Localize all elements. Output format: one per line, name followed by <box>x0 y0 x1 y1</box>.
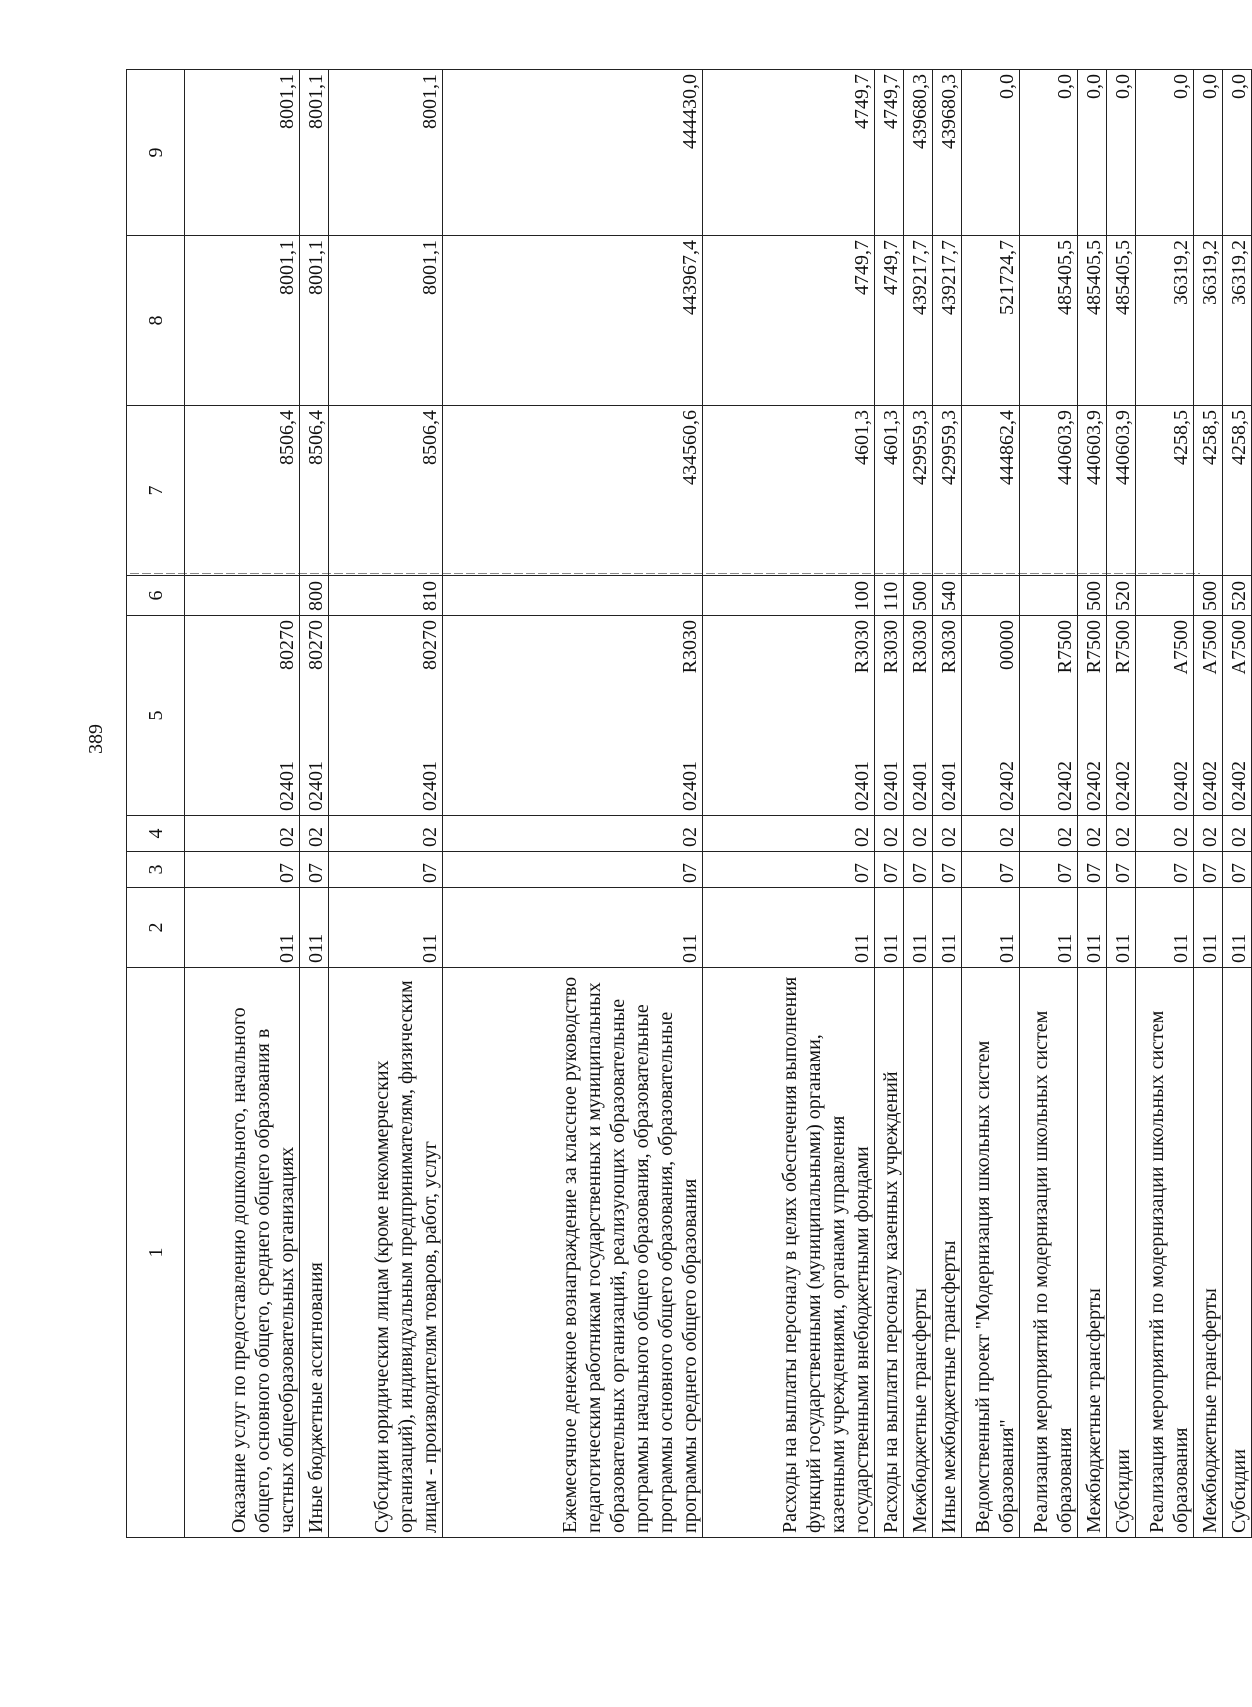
amount-year-3-cell: 4749,7 <box>874 70 903 236</box>
program-code: 02402 <box>1053 761 1076 811</box>
expense-type-cell: 810 <box>329 576 443 616</box>
direction-code: 80270 <box>305 620 327 670</box>
chapter-code-cell: 011 <box>903 888 932 968</box>
amount-year-2-cell: 439217,7 <box>932 236 961 406</box>
amount-year-1-cell: 4258,5 <box>1222 406 1251 576</box>
program-code: 02401 <box>850 761 873 811</box>
amount-year-1-cell: 8506,4 <box>299 406 328 576</box>
table-row <box>874 70 903 1538</box>
section-code-cell: 07 <box>329 852 443 888</box>
amount-year-3-cell: 8001,1 <box>299 70 328 236</box>
expense-type-cell: 500 <box>1077 576 1106 616</box>
header-cell: 7 <box>127 406 185 576</box>
target-article-cell <box>329 616 443 816</box>
direction-code: 00000 <box>995 620 1018 670</box>
expense-type-cell <box>961 576 1019 616</box>
target-article-code <box>678 620 702 811</box>
amount-year-2-cell: 8001,1 <box>329 236 443 406</box>
target-article-cell <box>874 616 903 816</box>
header-cell: 3 <box>127 852 185 888</box>
chapter-code-cell: 011 <box>702 888 874 968</box>
target-article-cell <box>1019 616 1077 816</box>
direction-code: 80270 <box>275 620 298 670</box>
direction-code: R3030 <box>879 620 902 674</box>
target-article-code <box>275 620 299 811</box>
amount-year-1-cell: 4258,5 <box>1193 406 1222 576</box>
section-code-cell: 07 <box>1135 852 1193 888</box>
amount-year-3-cell: 0,0 <box>1077 70 1106 236</box>
target-article-code <box>418 620 442 811</box>
target-article-cell <box>1222 616 1251 816</box>
section-code-cell: 07 <box>932 852 961 888</box>
header-cell: 4 <box>127 816 185 852</box>
target-article-cell <box>903 616 932 816</box>
row-name-cell: Иные межбюджетные трансферты <box>932 968 961 1538</box>
direction-code: R3030 <box>678 620 701 674</box>
expense-type-cell <box>1019 576 1077 616</box>
amount-year-3-cell: 8001,1 <box>185 70 300 236</box>
table-row <box>299 70 328 1538</box>
program-code: 02401 <box>275 761 298 811</box>
table-row <box>1106 70 1135 1538</box>
subsection-code-cell: 02 <box>874 816 903 852</box>
chapter-code-cell: 011 <box>1106 888 1135 968</box>
row-name-cell: Ежемесячное денежное вознаграждение за классное руководство педагогическим работникам государственных и муниципальных образовательных организаций, реализующих образовательные программы начального общего образования, образовательные программы основного общего образования, образовательные программы среднего общего образования <box>442 968 702 1538</box>
amount-year-1-cell: 4601,3 <box>874 406 903 576</box>
program-code: 02402 <box>1082 761 1105 811</box>
target-article-code <box>908 620 932 811</box>
header-row <box>127 70 185 1538</box>
target-article-cell <box>185 616 300 816</box>
subsection-code-cell: 02 <box>1222 816 1251 852</box>
subsection-code-cell: 02 <box>1106 816 1135 852</box>
target-article-cell <box>1135 616 1193 816</box>
amount-year-1-cell: 429959,3 <box>932 406 961 576</box>
header-cell: 1 <box>127 968 185 1538</box>
section-code-cell: 07 <box>442 852 702 888</box>
amount-year-3-cell: 0,0 <box>1019 70 1077 236</box>
subsection-code-cell: 02 <box>932 816 961 852</box>
row-name-cell: Оказание услуг по предоставлению дошкольного, начального общего, основного общего, среднего общего образования в частных общеобразовательных организациях <box>185 968 300 1538</box>
chapter-code-cell: 011 <box>1077 888 1106 968</box>
amount-year-2-cell: 4749,7 <box>702 236 874 406</box>
amount-year-2-cell: 521724,7 <box>961 236 1019 406</box>
section-code-cell: 07 <box>1077 852 1106 888</box>
section-code-cell: 07 <box>1019 852 1077 888</box>
table-row <box>961 70 1019 1538</box>
program-code: 02402 <box>1111 761 1134 811</box>
program-code: 02401 <box>305 761 327 811</box>
section-code-cell: 07 <box>185 852 300 888</box>
subsection-code-cell: 02 <box>702 816 874 852</box>
table-row <box>702 70 874 1538</box>
direction-code: R3030 <box>908 620 931 674</box>
program-code: 02401 <box>937 761 960 811</box>
table-row <box>932 70 961 1538</box>
subsection-code-cell: 02 <box>299 816 328 852</box>
program-code: 02402 <box>1228 761 1250 811</box>
target-article-cell <box>932 616 961 816</box>
chapter-code-cell: 011 <box>299 888 328 968</box>
chapter-code-cell: 011 <box>874 888 903 968</box>
amount-year-3-cell: 444430,0 <box>442 70 702 236</box>
expense-type-cell: 540 <box>932 576 961 616</box>
target-article-code <box>850 620 874 811</box>
target-article-code <box>1169 620 1193 811</box>
table-row <box>329 70 443 1538</box>
amount-year-3-cell: 0,0 <box>961 70 1019 236</box>
row-name-cell: Реализация мероприятий по модернизации школьных систем образования <box>1019 968 1077 1538</box>
program-code: 02402 <box>1169 761 1192 811</box>
page-number: 389 <box>85 724 107 754</box>
direction-code: A7500 <box>1228 620 1250 675</box>
amount-year-1-cell: 434560,6 <box>442 406 702 576</box>
subsection-code-cell: 02 <box>1077 816 1106 852</box>
amount-year-2-cell: 36319,2 <box>1193 236 1222 406</box>
amount-year-2-cell: 443967,4 <box>442 236 702 406</box>
amount-year-1-cell: 440603,9 <box>1077 406 1106 576</box>
chapter-code-cell: 011 <box>1019 888 1077 968</box>
amount-year-3-cell: 0,0 <box>1193 70 1222 236</box>
subsection-code-cell: 02 <box>329 816 443 852</box>
amount-year-3-cell: 0,0 <box>1135 70 1193 236</box>
target-article-code <box>995 620 1019 811</box>
chapter-code-cell: 011 <box>1222 888 1251 968</box>
amount-year-2-cell: 485405,5 <box>1106 236 1135 406</box>
section-code-cell: 07 <box>702 852 874 888</box>
row-name-cell: Ведомственный проект "Модернизация школьных систем образования" <box>961 968 1019 1538</box>
section-code-cell: 07 <box>299 852 328 888</box>
chapter-code-cell: 011 <box>329 888 443 968</box>
expense-type-cell: 500 <box>903 576 932 616</box>
amount-year-1-cell: 8506,4 <box>329 406 443 576</box>
section-code-cell: 07 <box>903 852 932 888</box>
table-row <box>185 70 300 1538</box>
row-name-cell: Межбюджетные трансферты <box>903 968 932 1538</box>
direction-code: R3030 <box>850 620 873 674</box>
target-article-code <box>1111 620 1135 811</box>
subsection-code-cell: 02 <box>903 816 932 852</box>
section-code-cell: 07 <box>874 852 903 888</box>
row-name-cell: Иные бюджетные ассигнования <box>299 968 328 1538</box>
expense-type-cell: 800 <box>299 576 328 616</box>
subsection-code-cell: 02 <box>1019 816 1077 852</box>
amount-year-1-cell: 4601,3 <box>702 406 874 576</box>
chapter-code-cell: 011 <box>185 888 300 968</box>
program-code: 02401 <box>908 761 931 811</box>
table-row <box>1193 70 1222 1538</box>
amount-year-2-cell: 485405,5 <box>1019 236 1077 406</box>
amount-year-2-cell: 485405,5 <box>1077 236 1106 406</box>
row-name-cell: Реализация мероприятий по модернизации школьных систем образования <box>1135 968 1193 1538</box>
section-code-cell: 07 <box>1222 852 1251 888</box>
chapter-code-cell: 011 <box>1135 888 1193 968</box>
rotated-table-wrapper <box>126 70 1252 1538</box>
table-row <box>1019 70 1077 1538</box>
table-row <box>903 70 932 1538</box>
amount-year-2-cell: 8001,1 <box>299 236 328 406</box>
amount-year-2-cell: 8001,1 <box>185 236 300 406</box>
row-name-cell: Расходы на выплаты персоналу в целях обеспечения выполнения функций государственными (муниципальными) органами, казенными учреждениями, органами управления государственными внебюджетными фондами <box>702 968 874 1538</box>
program-code: 02401 <box>678 761 701 811</box>
table-row <box>1222 70 1251 1538</box>
direction-code: R7500 <box>1082 620 1105 674</box>
row-name-cell: Субсидии <box>1222 968 1251 1538</box>
target-article-cell <box>961 616 1019 816</box>
target-article-cell <box>702 616 874 816</box>
amount-year-2-cell: 36319,2 <box>1135 236 1193 406</box>
target-article-cell <box>299 616 328 816</box>
amount-year-3-cell: 4749,7 <box>702 70 874 236</box>
target-article-code <box>1082 620 1106 811</box>
row-name-cell: Межбюджетные трансферты <box>1193 968 1222 1538</box>
expense-type-cell: 520 <box>1106 576 1135 616</box>
expense-type-cell: 100 <box>702 576 874 616</box>
amount-year-3-cell: 8001,1 <box>329 70 443 236</box>
amount-year-1-cell: 8506,4 <box>185 406 300 576</box>
direction-code: A7500 <box>1169 620 1192 675</box>
budget-table <box>126 69 1252 1538</box>
table-row <box>1077 70 1106 1538</box>
amount-year-1-cell: 440603,9 <box>1106 406 1135 576</box>
target-article-code <box>304 620 328 811</box>
program-code: 02402 <box>995 761 1018 811</box>
section-code-cell: 07 <box>1106 852 1135 888</box>
amount-year-3-cell: 439680,3 <box>932 70 961 236</box>
target-article-code <box>879 620 903 811</box>
header-cell: 9 <box>127 70 185 236</box>
target-article-code <box>937 620 961 811</box>
section-code-cell: 07 <box>1193 852 1222 888</box>
direction-code: R7500 <box>1111 620 1134 674</box>
expense-type-cell: 500 <box>1193 576 1222 616</box>
header-cell: 8 <box>127 236 185 406</box>
target-article-cell <box>1106 616 1135 816</box>
direction-code: 80270 <box>418 620 441 670</box>
direction-code: R7500 <box>1053 620 1076 674</box>
program-code: 02401 <box>879 761 902 811</box>
target-article-code <box>1053 620 1077 811</box>
amount-year-1-cell: 444862,4 <box>961 406 1019 576</box>
target-article-cell <box>1077 616 1106 816</box>
subsection-code-cell: 02 <box>442 816 702 852</box>
row-name-cell: Расходы на выплаты персоналу казенных учреждений <box>874 968 903 1538</box>
amount-year-3-cell: 0,0 <box>1222 70 1251 236</box>
row-name-cell: Межбюджетные трансферты <box>1077 968 1106 1538</box>
chapter-code-cell: 011 <box>932 888 961 968</box>
target-article-code <box>1198 620 1222 811</box>
target-article-cell <box>442 616 702 816</box>
expense-type-cell <box>442 576 702 616</box>
header-cell: 6 <box>127 576 185 616</box>
amount-year-2-cell: 36319,2 <box>1222 236 1251 406</box>
expense-type-cell: 110 <box>874 576 903 616</box>
program-code: 02401 <box>418 761 441 811</box>
header-cell: 5 <box>127 616 185 816</box>
table-row <box>1135 70 1193 1538</box>
amount-year-2-cell: 4749,7 <box>874 236 903 406</box>
chapter-code-cell: 011 <box>1193 888 1222 968</box>
subsection-code-cell: 02 <box>185 816 300 852</box>
header-cell: 2 <box>127 888 185 968</box>
subsection-code-cell: 02 <box>1135 816 1193 852</box>
amount-year-1-cell: 440603,9 <box>1019 406 1077 576</box>
subsection-code-cell: 02 <box>1193 816 1222 852</box>
amount-year-1-cell: 429959,3 <box>903 406 932 576</box>
expense-type-cell <box>1135 576 1193 616</box>
subsection-code-cell: 02 <box>961 816 1019 852</box>
chapter-code-cell: 011 <box>442 888 702 968</box>
table-row <box>442 70 702 1538</box>
amount-year-3-cell: 0,0 <box>1106 70 1135 236</box>
amount-year-2-cell: 439217,7 <box>903 236 932 406</box>
row-name-cell: Субсидии юридическим лицам (кроме некоммерческих организаций), индивидуальным предпринимателям, физическим лицам - производителям товаров, работ, услуг <box>329 968 443 1538</box>
program-code: 02402 <box>1198 761 1221 811</box>
amount-year-3-cell: 439680,3 <box>903 70 932 236</box>
target-article-code <box>1227 620 1251 811</box>
amount-year-1-cell: 4258,5 <box>1135 406 1193 576</box>
expense-type-cell <box>185 576 300 616</box>
section-code-cell: 07 <box>961 852 1019 888</box>
direction-code: R3030 <box>937 620 960 674</box>
direction-code: A7500 <box>1198 620 1221 675</box>
target-article-cell <box>1193 616 1222 816</box>
chapter-code-cell: 011 <box>961 888 1019 968</box>
row-name-cell: Субсидии <box>1106 968 1135 1538</box>
expense-type-cell: 520 <box>1222 576 1251 616</box>
